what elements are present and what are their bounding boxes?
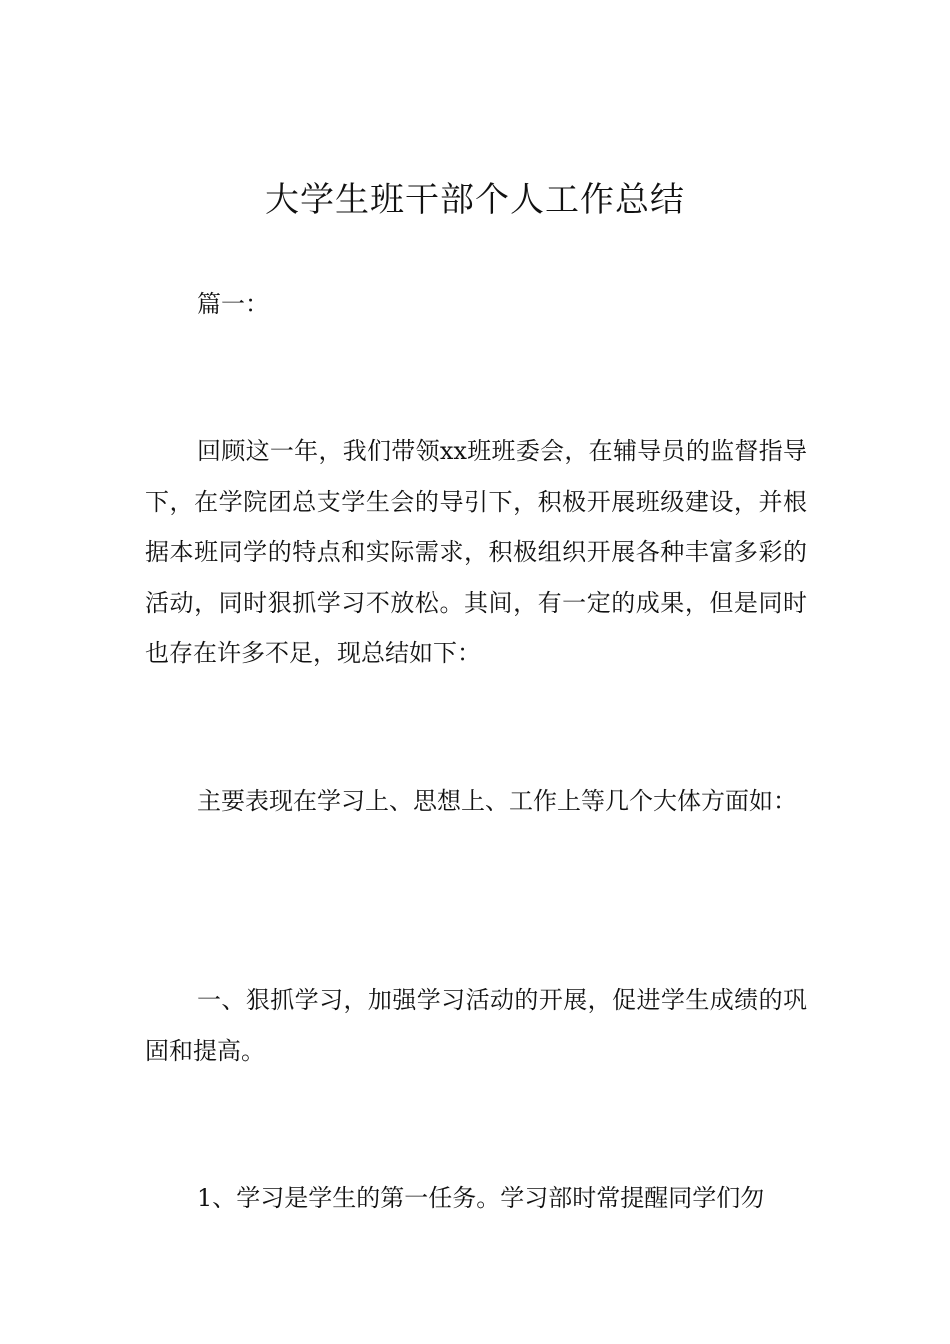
intro-paragraph: 回顾这一年，我们带领xx班班委会，在辅导员的监督指导下，在学院团总支学生会的导引下，积极开展班级建设，并根据本班同学的特点和实际需求，积极组织开展各种丰富多彩的活动，同时狠抓学习不放松。其间，有一定的成果，但是同时也存在许多不足，现总结如下： (145, 437, 807, 667)
item-one-paragraph: 1、学习是学生的第一任务。学习部时常提醒同学们勿 (197, 1184, 765, 1212)
section-label: 篇一： (197, 290, 269, 318)
section-one-heading: 一、狠抓学习，加强学习活动的开展，促进学生成绩的巩固和提高。 (145, 986, 807, 1065)
main-aspects-paragraph: 主要表现在学习上、思想上、工作上等几个大体方面如： (197, 787, 797, 815)
document-title: 大学生班干部个人工作总结 (265, 180, 685, 220)
